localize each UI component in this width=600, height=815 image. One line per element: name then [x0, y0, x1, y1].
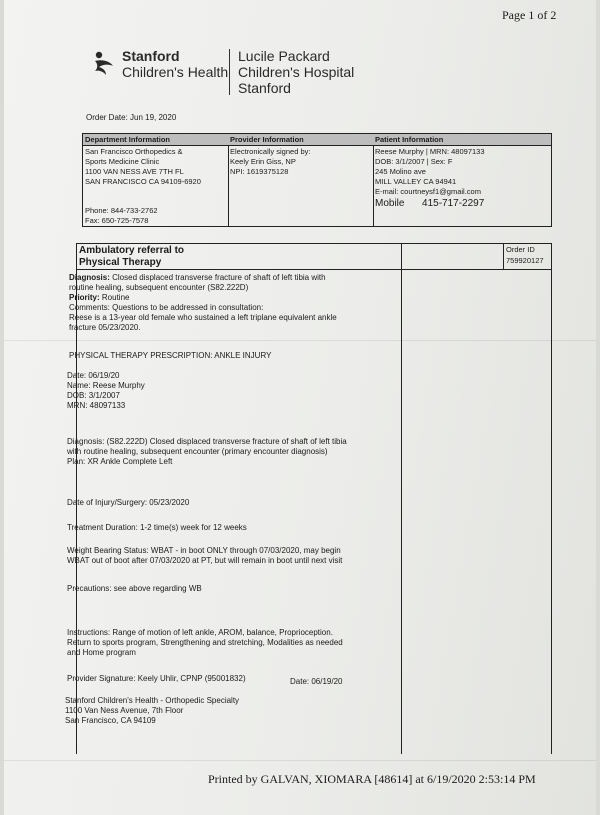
- patient-line: MILL VALLEY CA 94941: [375, 177, 457, 186]
- logo-divider: [229, 49, 230, 95]
- provider-line: NPI: 1619375128: [230, 167, 289, 176]
- order-id-value: 759920127: [506, 256, 544, 265]
- weight-bearing: [67, 546, 399, 566]
- rx-mrn: MRN: 48097133: [67, 401, 126, 410]
- comments-text: Reese is a 13-year old female who sustained a left triplane equivalent ankle: [69, 313, 337, 322]
- logo-right-text: [238, 48, 354, 96]
- provider-column: [228, 134, 374, 226]
- logo-left-text: [122, 48, 228, 80]
- rx-date: Date: 06/19/20: [67, 371, 120, 380]
- referral-box: [65, 243, 552, 754]
- clinic-address-line: San Francisco, CA 94109: [65, 716, 156, 725]
- diagnosis-label: Diagnosis:: [69, 273, 110, 282]
- order-id-label: Order ID: [506, 245, 535, 254]
- department-line: 1100 VAN NESS AVE 7TH FL: [85, 167, 184, 176]
- rx-diagnosis-line: Diagnosis: (S82.222D) Closed displaced transverse fracture of shaft of left tibia: [67, 437, 347, 446]
- weight-bearing-line: Weight Bearing Status: WBAT - in boot ONLY through 07/03/2020, may begin: [67, 546, 341, 555]
- referral-title: [79, 245, 184, 269]
- department-line: San Francisco Orthopedics &: [85, 147, 183, 156]
- stanford-childrens-logo-icon: [92, 50, 116, 78]
- provider-line: Electronically signed by:: [230, 147, 311, 156]
- signature-date: Date: 06/19/20: [290, 677, 343, 686]
- patient-header: Patient Information: [373, 134, 551, 146]
- mobile-label: Mobile: [375, 198, 405, 209]
- clinic-address-line: Stanford Children's Health - Orthopedic Specialty: [65, 696, 240, 705]
- referral-title-line: Ambulatory referral to: [79, 245, 185, 256]
- mobile-number: 415-717-2297: [422, 198, 485, 209]
- rx-title: PHYSICAL THERAPY PRESCRIPTION: ANKLE INJURY: [69, 351, 272, 360]
- order-id-cell: [503, 244, 551, 269]
- referral-title-row: [77, 244, 551, 270]
- logo-line: Stanford: [238, 80, 291, 96]
- comments-text: fracture 05/23/2020.: [69, 323, 141, 332]
- department-phone: Phone: 844-733-2762: [85, 206, 158, 215]
- diagnosis-block: [69, 273, 399, 333]
- priority-label: Priority:: [69, 293, 100, 302]
- rx-diagnosis: [67, 437, 399, 467]
- logo-line: Children's Hospital: [238, 64, 355, 80]
- department-column: [83, 134, 229, 226]
- provider-signature: Provider Signature: Keely Uhlir, CPNP (95001832): [67, 674, 246, 683]
- diagnosis-text: routine healing, subsequent encounter (S82.222D): [69, 283, 249, 292]
- provider-line: Keely Erin Giss, NP: [230, 157, 296, 166]
- clinic-address-line: 1100 Van Ness Avenue, 7th Floor: [65, 706, 184, 715]
- paper-fold: [4, 760, 596, 761]
- instructions-line: Return to sports program, Strengthening and stretching, Modalities as needed: [67, 638, 343, 647]
- printed-by-footer: Printed by GALVAN, XIOMARA [48614] at 6/19/2020 2:53:14 PM: [208, 772, 536, 786]
- patient-line: DOB: 3/1/2007 | Sex: F: [375, 157, 453, 166]
- weight-bearing-line: WBAT out of boot after 07/03/2020 at PT, but will remain in boot until next visit: [67, 556, 343, 565]
- instructions-line: and Home program: [67, 648, 136, 657]
- comments-text: Comments: Questions to be addressed in consultation:: [69, 303, 264, 312]
- order-date: Order Date: Jun 19, 2020: [86, 113, 177, 122]
- referral-title-line: Physical Therapy: [79, 257, 162, 268]
- patient-line: Reese Murphy | MRN: 48097133: [375, 147, 485, 156]
- provider-header: Provider Information: [228, 134, 373, 146]
- clinic-address: [65, 696, 239, 726]
- logo-line: Lucile Packard: [238, 48, 330, 64]
- patient-summary: [67, 371, 145, 411]
- instructions: [67, 628, 399, 658]
- rx-diagnosis-line: with routine healing, subsequent encounter (primary encounter diagnosis): [67, 447, 328, 456]
- instructions-line: Instructions: Range of motion of left ankle, AROM, balance, Proprioception.: [67, 628, 333, 637]
- patient-column: [373, 134, 551, 226]
- rx-plan: Plan: XR Ankle Complete Left: [67, 457, 173, 466]
- department-header: Department Information: [83, 134, 228, 146]
- precautions: Precautions: see above regarding WB: [67, 584, 202, 593]
- info-table: [82, 133, 552, 227]
- patient-email: E-mail: courtneysf1@gmail.com: [375, 187, 481, 196]
- rx-dob: DOB: 3/1/2007: [67, 391, 120, 400]
- department-line: SAN FRANCISCO CA 94109-6920: [85, 177, 201, 186]
- patient-mobile: [375, 197, 549, 210]
- page-number: Page 1 of 2: [502, 8, 557, 22]
- injury-date: Date of Injury/Surgery: 05/23/2020: [67, 498, 190, 507]
- logo-line: Stanford: [122, 48, 180, 64]
- department-line: Sports Medicine Clinic: [85, 157, 160, 166]
- diagnosis-text: Closed displaced transverse fracture of shaft of left tibia with: [109, 273, 326, 282]
- department-fax: Fax: 650-725-7578: [85, 216, 149, 225]
- logo-line: Children's Health: [122, 64, 229, 80]
- priority-value: Routine: [99, 293, 130, 302]
- treatment-duration: Treatment Duration: 1-2 time(s) week for 12 weeks: [67, 523, 247, 532]
- patient-line: 245 Molino ave: [375, 167, 426, 176]
- rx-name: Name: Reese Murphy: [67, 381, 145, 390]
- column-divider: [401, 244, 402, 754]
